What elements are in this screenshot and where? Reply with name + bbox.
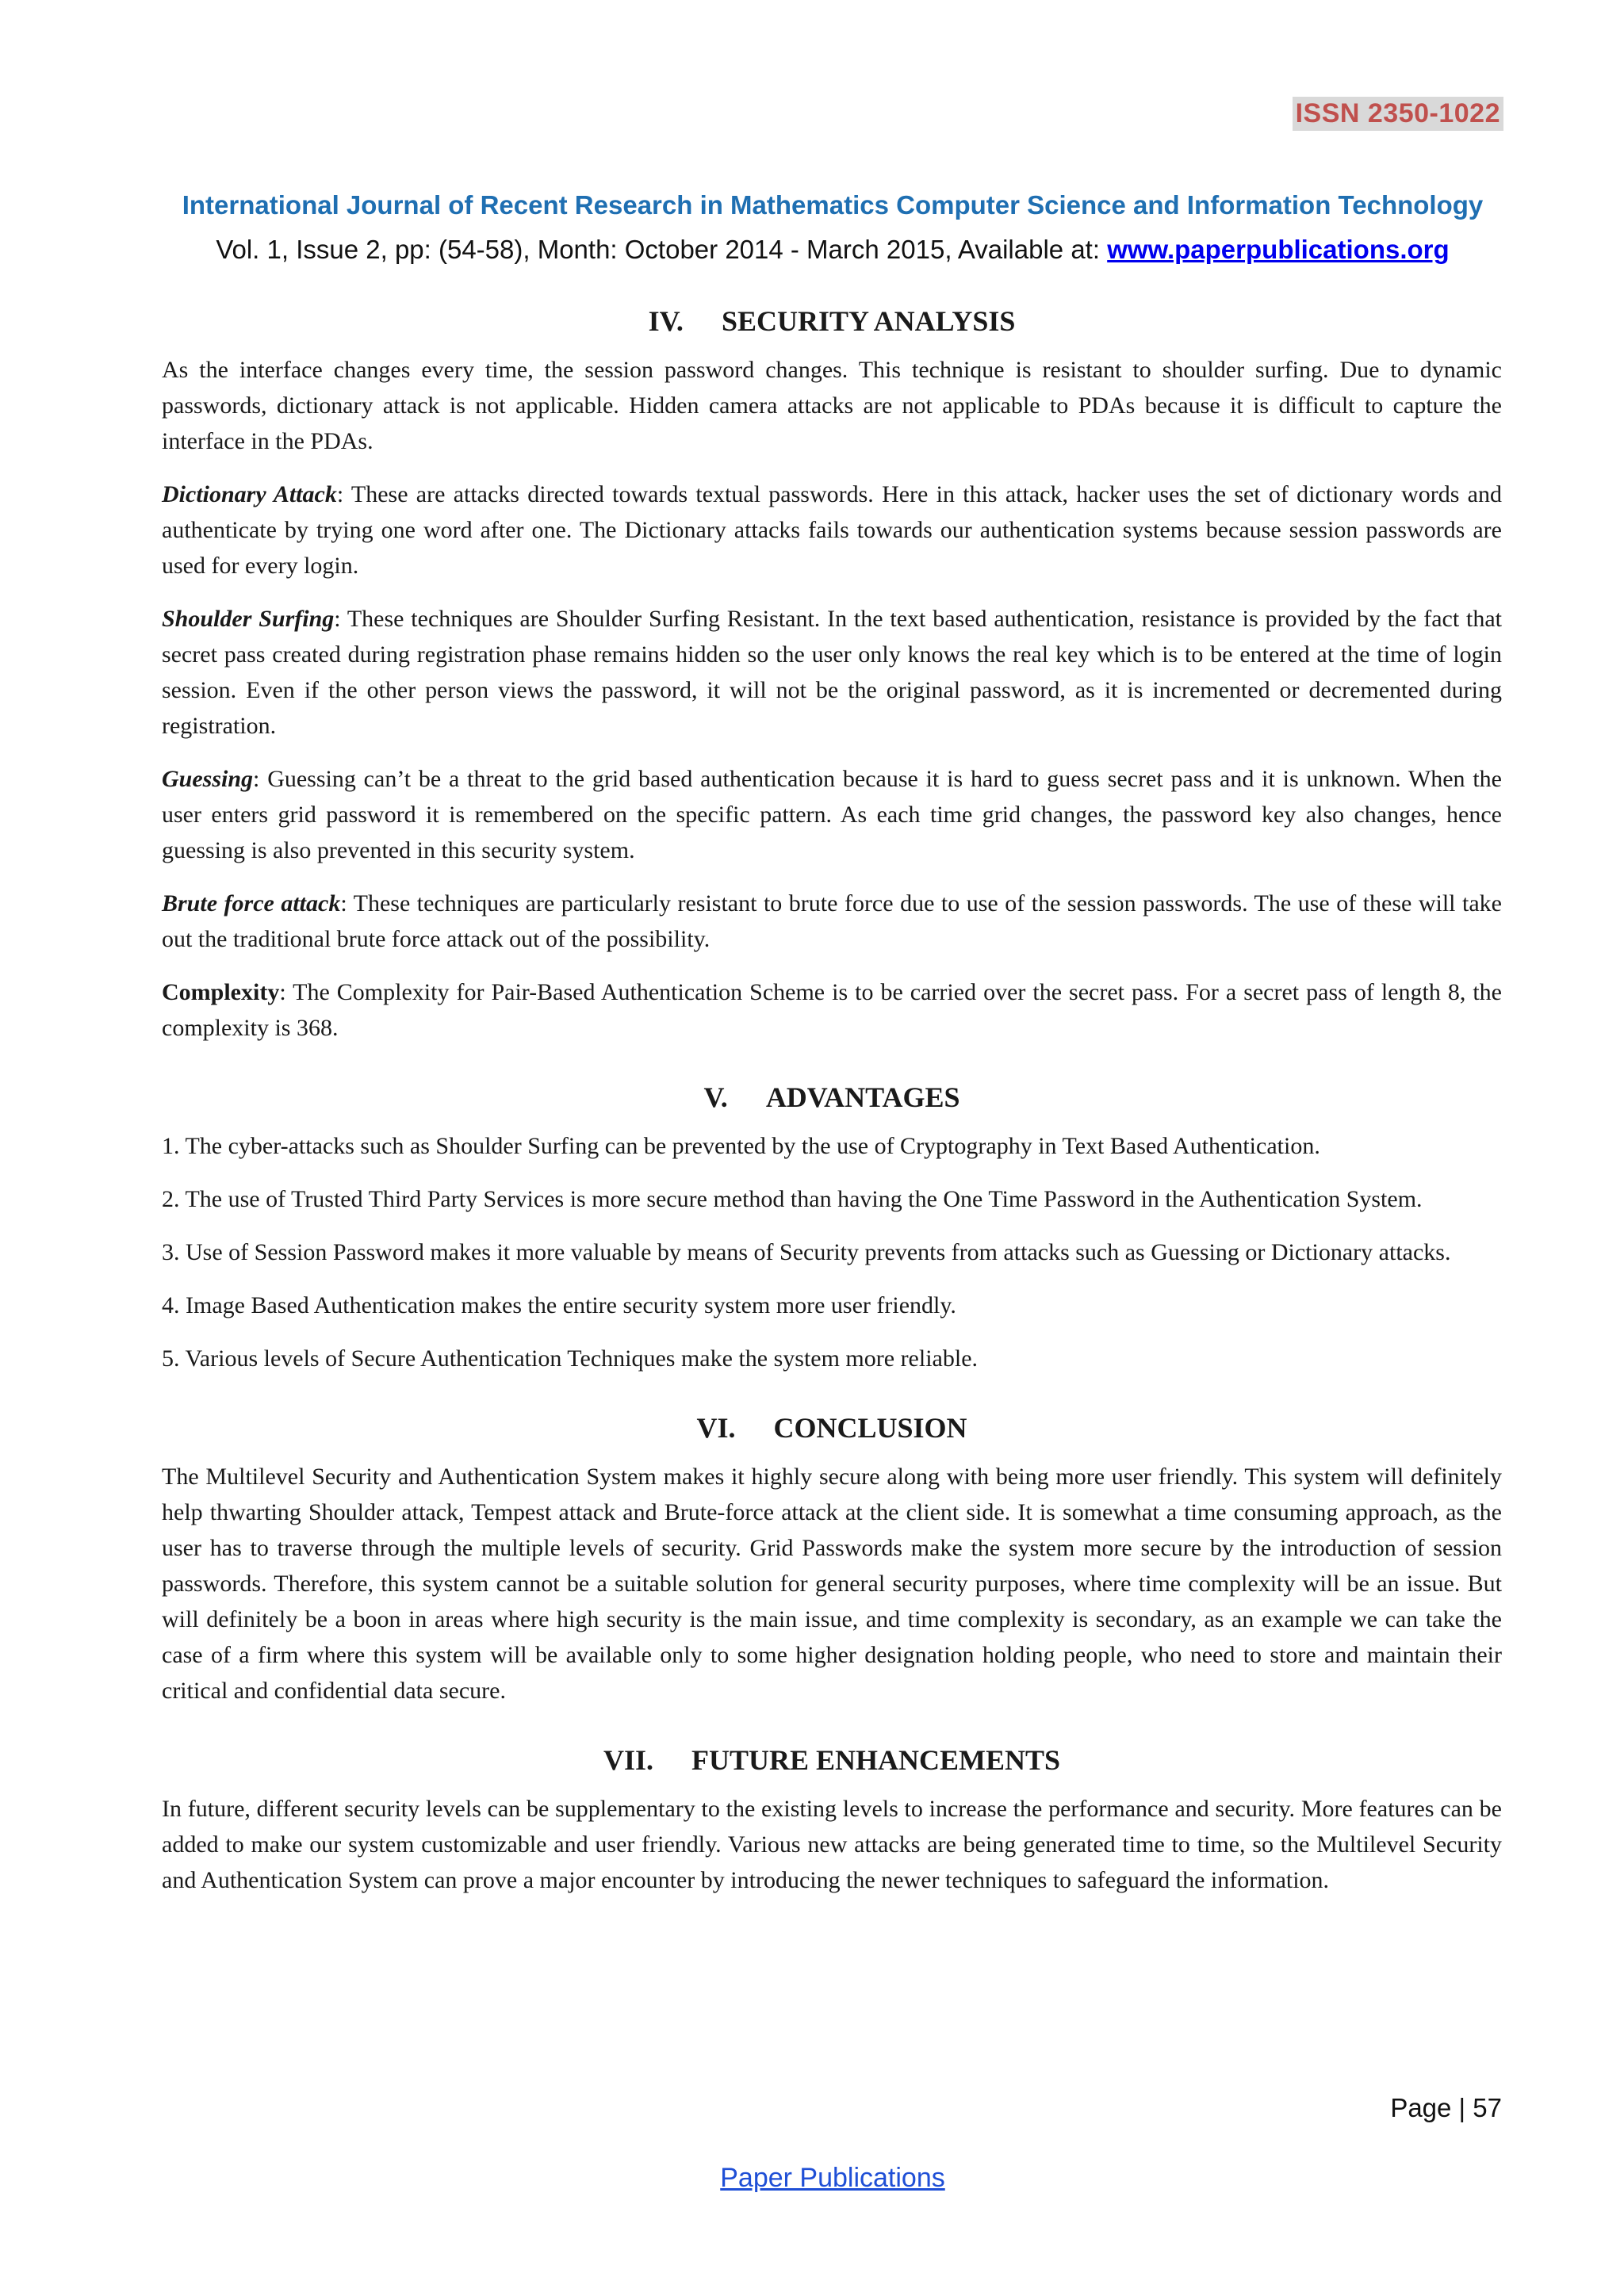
paragraph-text: : These are attacks directed towards textual passwords. Here in this attack, hacker uses the set of dictionary words and authenticate by trying one word after one. The Dictionary attacks fails towards our authentication systems because session passwords are used for every login. bbox=[162, 481, 1502, 579]
section-title: ADVANTAGES bbox=[765, 1081, 960, 1113]
section-heading-advantages bbox=[162, 1077, 1502, 1117]
section-title: SECURITY ANALYSIS bbox=[721, 305, 1016, 337]
term-label: Shoulder Surfing bbox=[162, 606, 335, 632]
conclusion-paragraph: The Multilevel Security and Authentication System makes it highly secure along with being more user friendly. This system will definitely help thwarting Shoulder attack, Tempest attack and Brute-force attack at the client side. It is somewhat a time consuming approach, as the user has to traverse through the multiple levels of security. Grid Passwords make the system more secure by the introduction of session passwords. Therefore, this system cannot be a suitable solution for general security purposes, where time complexity will be an issue. But will definitely be a boon in areas where high security is the main issue, and time complexity is secondary, as an example we can take the case of a firm where this system will be available only to some higher designation holding people, who need to store and maintain their critical and confidential data secure. bbox=[162, 1464, 1502, 1704]
section-number: VI. bbox=[696, 1412, 736, 1444]
brute-force-paragraph bbox=[162, 886, 1502, 957]
page-number: Page | 57 bbox=[1390, 2093, 1502, 2122]
complexity-paragraph bbox=[162, 974, 1502, 1046]
journal-title: International Journal of Recent Research in Mathematics Computer Science and Information Technology bbox=[182, 190, 1484, 220]
paragraph-text: : These techniques are particularly resistant to brute force due to use of the session passwords. The use of these will take out the traditional brute force attack out of the possibility. bbox=[162, 890, 1502, 952]
term-label: Dictionary Attack bbox=[162, 481, 337, 507]
term-label: Complexity bbox=[162, 979, 280, 1005]
advantage-item: 5. Various levels of Secure Authentication Techniques make the system more reliable. bbox=[162, 1345, 979, 1372]
issn-label: ISSN 2350-1022 bbox=[1293, 97, 1503, 131]
section-title: CONCLUSION bbox=[773, 1412, 967, 1444]
article-body bbox=[162, 301, 1502, 1915]
volume-text: Vol. 1, Issue 2, pp: (54-58), Month: October 2014 - March 2015, Available at: bbox=[216, 235, 1108, 264]
security-intro-paragraph: As the interface changes every time, the session password changes. This technique is resistant to shoulder surfing. Due to dynamic passwords, dictionary attack is not applicable. Hidden camera attacks are not applicable to PDAs because it is difficult to capture the interface in the PDAs. bbox=[162, 357, 1502, 454]
website-link[interactable]: www.paperpublications.org bbox=[1107, 235, 1450, 264]
advantage-item: 1. The cyber-attacks such as Shoulder Surfing can be prevented by the use of Cryptography in Text Based Authentication. bbox=[162, 1133, 1320, 1159]
advantage-item: 4. Image Based Authentication makes the entire security system more user friendly. bbox=[162, 1292, 956, 1318]
section-title: FUTURE ENHANCEMENTS bbox=[691, 1744, 1061, 1776]
section-heading-conclusion bbox=[162, 1408, 1502, 1448]
advantage-item: 3. Use of Session Password makes it more valuable by means of Security prevents from attacks such as Guessing or Dictionary attacks. bbox=[162, 1239, 1451, 1265]
section-heading-future-enhancements bbox=[162, 1740, 1502, 1780]
paragraph-text: : The Complexity for Pair-Based Authentication Scheme is to be carried over the secret pass. For a secret pass of length 8, the complexity is 368. bbox=[162, 979, 1502, 1041]
term-label: Brute force attack bbox=[162, 890, 341, 916]
dictionary-attack-paragraph bbox=[162, 476, 1502, 584]
shoulder-surfing-paragraph bbox=[162, 601, 1502, 744]
term-label: Guessing bbox=[162, 766, 254, 792]
section-number: V. bbox=[703, 1081, 728, 1113]
section-heading-security-analysis bbox=[162, 301, 1502, 341]
future-enhancements-paragraph: In future, different security levels can be supplementary to the existing levels to increase the performance and security. More features can be added to make our system customizable and user friendly. Various new attacks are being generated time to time, so the Multilevel Security and Authentication System can prove a major encounter by introducing the newer techniques to safeguard the information. bbox=[162, 1796, 1502, 1893]
section-number: VII. bbox=[603, 1744, 653, 1776]
guessing-paragraph bbox=[162, 761, 1502, 868]
volume-line bbox=[0, 235, 1624, 265]
section-number: IV. bbox=[648, 305, 684, 337]
paragraph-text: : These techniques are Shoulder Surfing Resistant. In the text based authentication, resistance is provided by the fact that secret pass created during registration phase remains hidden so the user only knows the real key which is to be entered at the time of login session. Even if the other person views the password, it will not be the original password, as it is incremented or decremented during registration. bbox=[162, 606, 1502, 739]
publisher-link[interactable]: Paper Publications bbox=[720, 2163, 945, 2193]
paragraph-text: : Guessing can’t be a threat to the grid based authentication because it is hard to guess secret pass and it is unknown. When the user enters grid password it is remembered on the specific pattern. As each time grid changes, the password key also changes, hence guessing is also prevented in this security system. bbox=[162, 766, 1502, 863]
footer bbox=[0, 2163, 1624, 2194]
advantage-item: 2. The use of Trusted Third Party Services is more secure method than having the One Time Password in the Authentication System. bbox=[162, 1186, 1423, 1212]
